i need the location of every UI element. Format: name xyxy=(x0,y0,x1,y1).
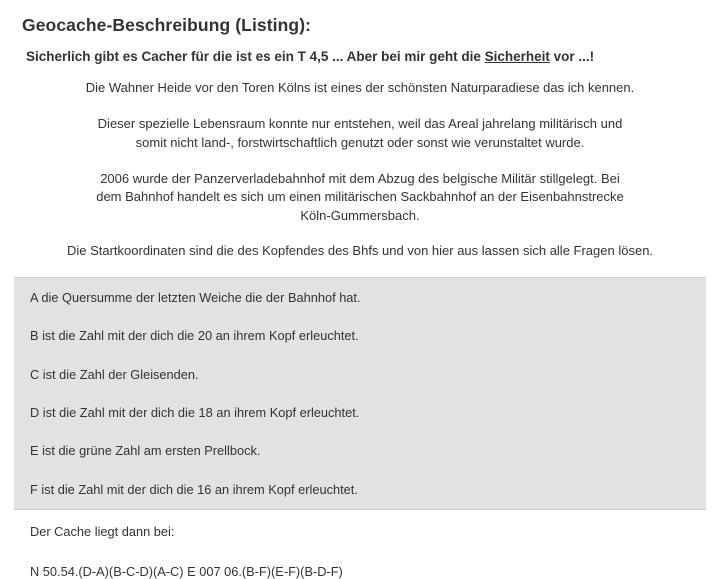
question-b: B ist die Zahl mit der dich die 20 an ihrem Kopf erleuchtet. xyxy=(30,328,359,344)
question-e: E ist die grüne Zahl am ersten Prellbock. xyxy=(30,443,261,459)
paragraph-habitat: Dieser spezielle Lebensraum konnte nur entstehen, weil das Areal jahrelang militärisch und somit nicht land-, forstwirtschaftlich genutzt oder sonst wie verunstaltet wurde. xyxy=(97,115,623,150)
lead-line xyxy=(26,49,706,64)
lead-line-before: Sicherlich gibt es Cacher für die ist es ein T 4,5 ... Aber bei mir geht die xyxy=(26,49,485,64)
paragraph-startcoords: Die Startkoordinaten sind die des Kopfendes des Bhfs und von hier aus lassen sich alle Fragen lösen. xyxy=(66,243,654,259)
question-d: D ist die Zahl mit der dich die 18 an ihrem Kopf erleuchtet. xyxy=(30,404,360,420)
lead-line-after: vor ...! xyxy=(549,49,595,64)
closing-label: Der Cache liegt dann bei: xyxy=(30,523,175,539)
question-a: A die Quersumme der letzten Weiche die der Bahnhof hat. xyxy=(30,289,361,305)
page-title: Geocache-Beschreibung (Listing): xyxy=(22,15,312,35)
paragraph-history: 2006 wurde der Panzerverladebahnhof mit dem Abzug des belgische Militär stillgelegt. Bei dem Bahnhof handelt es sich um einen militärischen Sackbahnhof an der Eisenbahnstrecke Köln-Gummersbach. xyxy=(96,170,624,224)
questions-box xyxy=(14,277,706,510)
lead-line-underlined: Sicherheit xyxy=(484,49,550,64)
question-f: F ist die Zahl mit der dich die 16 an ihrem Kopf erleuchtet. xyxy=(30,481,358,497)
paragraph-intro: Die Wahner Heide vor den Toren Kölns ist eines der schönsten Naturparadiese das ich kennen. xyxy=(85,80,635,95)
question-c: C ist die Zahl der Gleisenden. xyxy=(30,366,199,382)
final-coordinates: N 50.54.(D-A)(B-C-D)(A-C) E 007 06.(B-F)(E-F)(B-D-F) xyxy=(30,563,343,579)
